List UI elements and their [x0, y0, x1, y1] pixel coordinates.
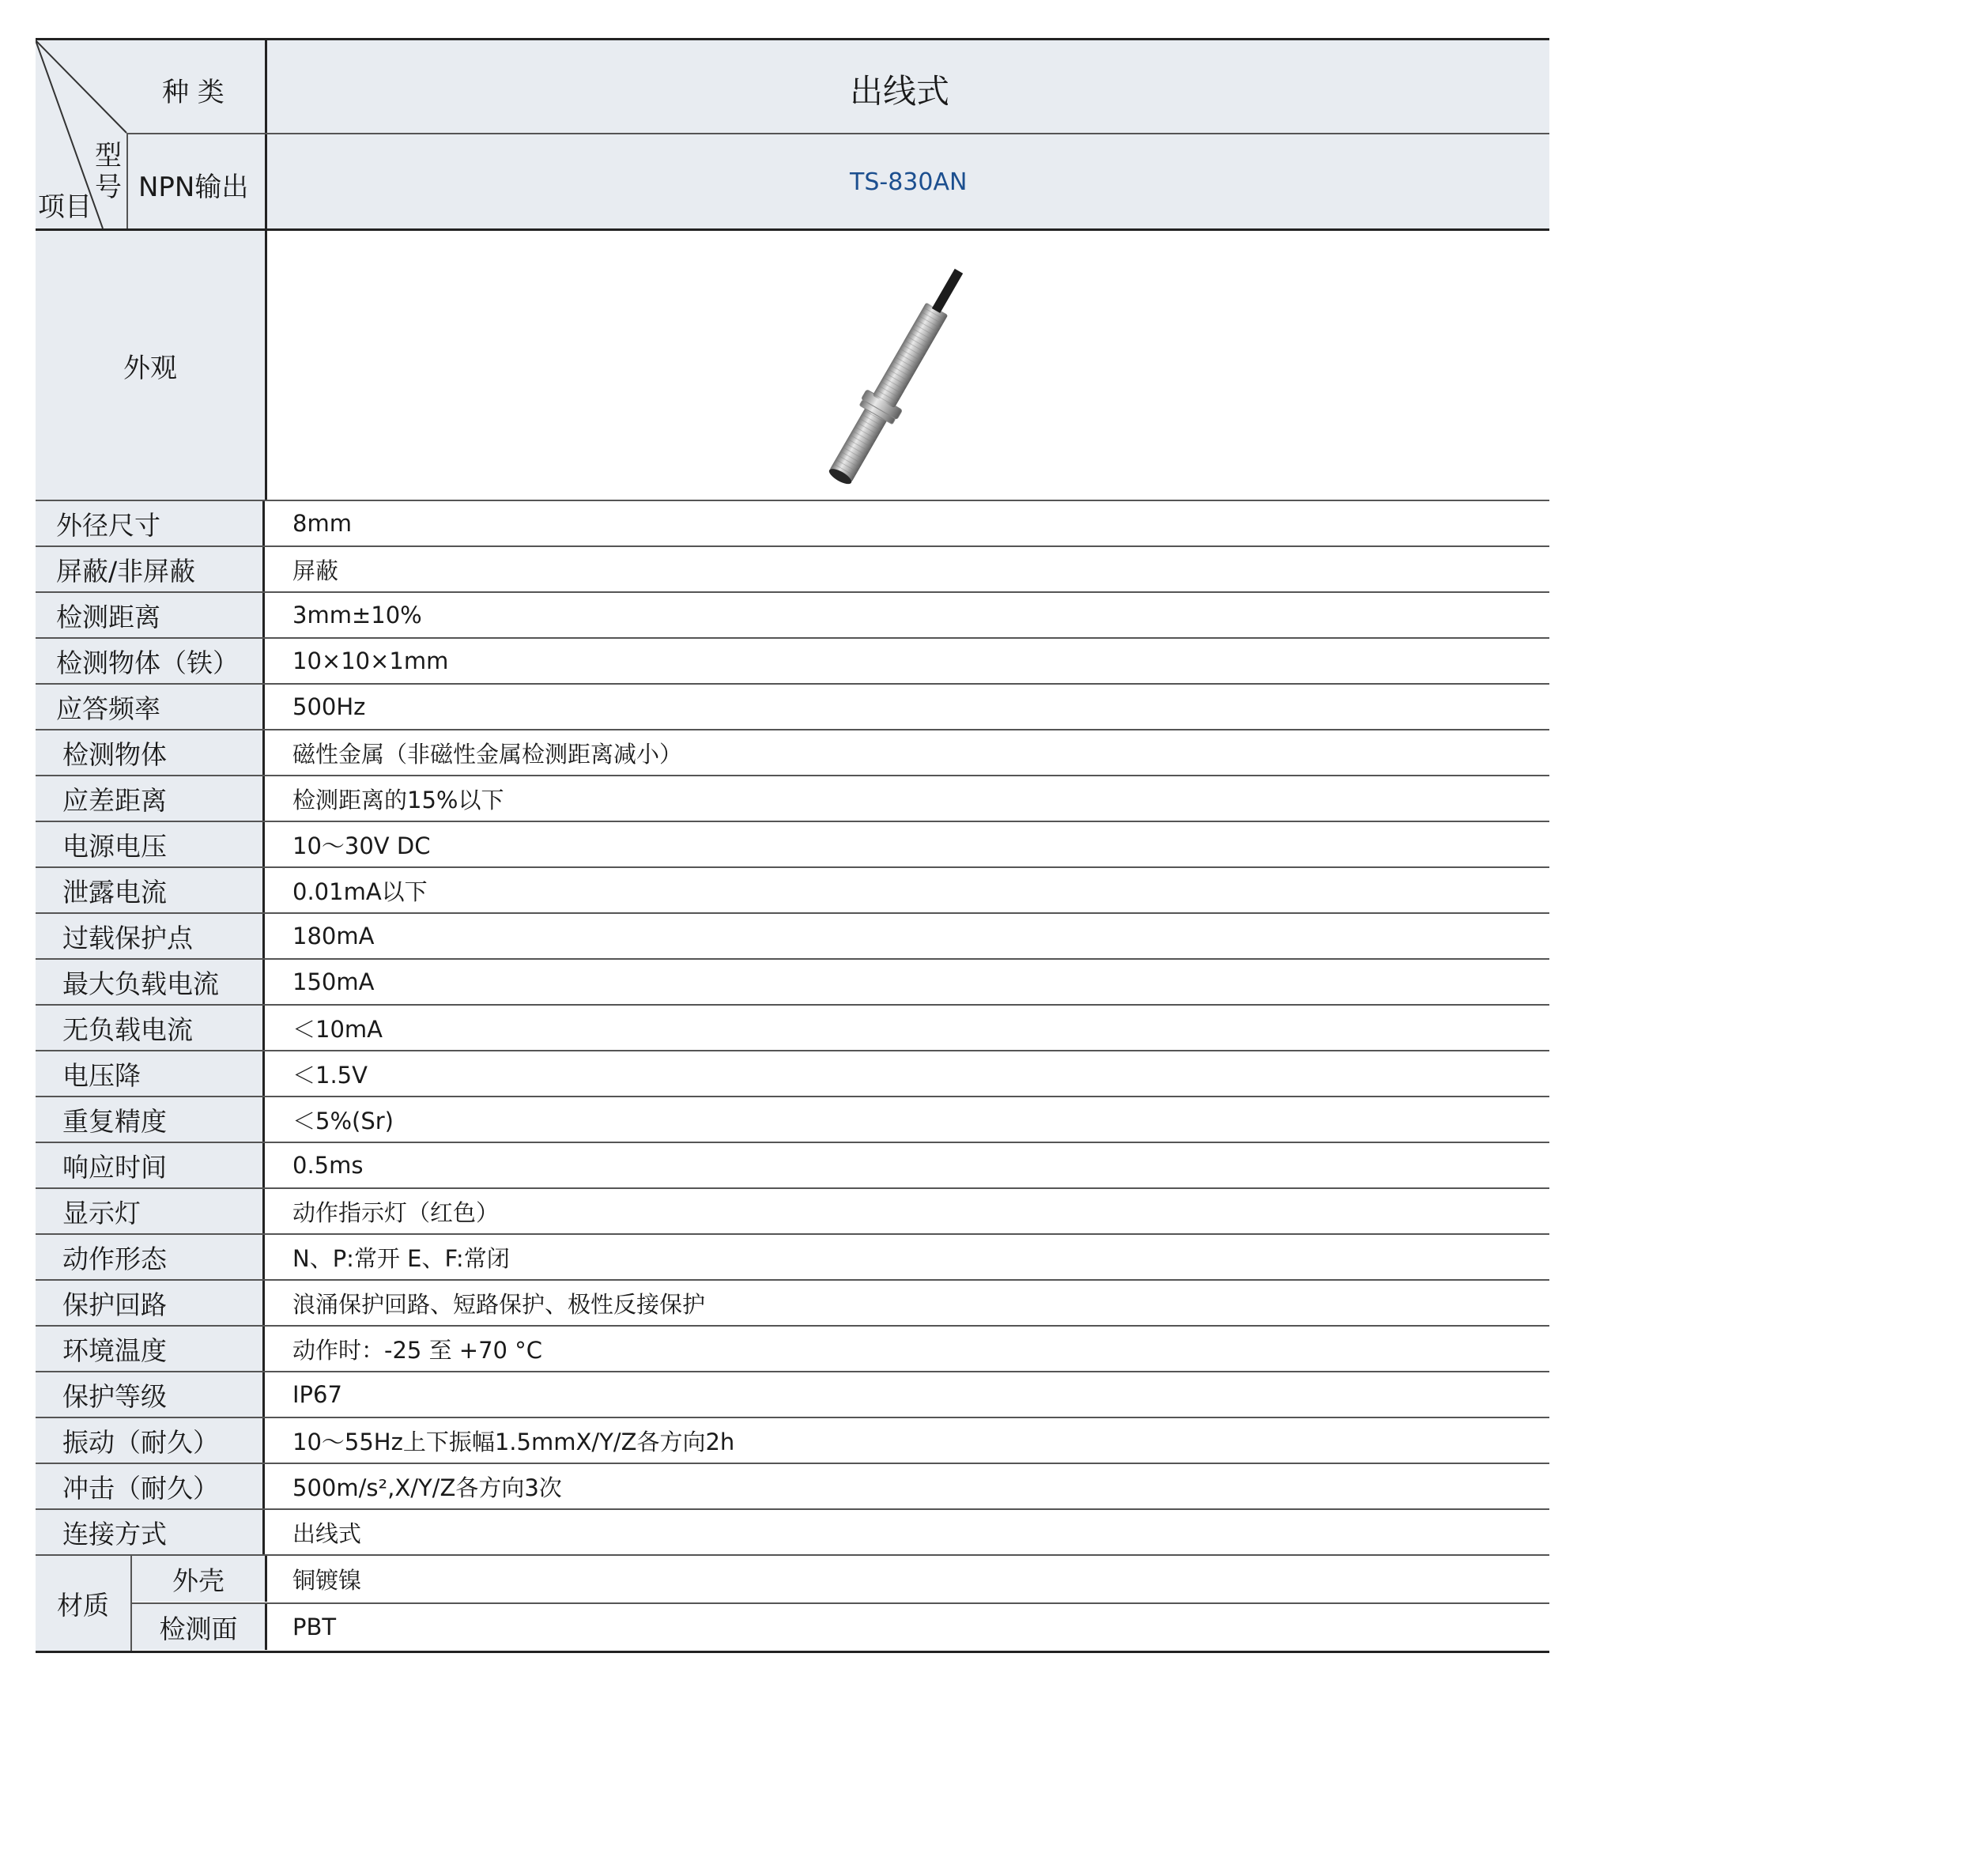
table-row: [36, 1235, 1549, 1281]
row-label: 保护等级: [36, 1372, 265, 1417]
row-label: 应答频率: [36, 685, 265, 729]
table-row: [36, 1372, 1549, 1418]
row-label: 电源电压: [36, 822, 265, 866]
row-label: 应差距离: [36, 776, 265, 821]
row-value: 10×10×1mm: [292, 647, 449, 674]
face-label: 检测面: [132, 1604, 267, 1650]
row-label: 屏蔽/非屏蔽: [36, 547, 265, 591]
row-label: 最大负载电流: [36, 960, 265, 1004]
table-row: [36, 776, 1549, 822]
table-row: [36, 593, 1549, 639]
row-value: 10～30V DC: [292, 832, 431, 859]
table-row: [36, 1464, 1549, 1510]
table-row: [36, 547, 1549, 593]
table-row: [36, 639, 1549, 685]
table-row: [36, 1051, 1549, 1097]
row-label: 连接方式: [36, 1510, 265, 1554]
row-label: 无负载电流: [36, 1006, 265, 1050]
table-row: [36, 960, 1549, 1006]
table-row: [36, 1143, 1549, 1189]
table-row: [36, 1418, 1549, 1464]
table-row: [36, 1510, 1549, 1556]
row-value: 180mA: [292, 923, 375, 949]
row-label: 重复精度: [36, 1097, 265, 1142]
appearance-label: 外观: [36, 231, 267, 500]
table-row: [36, 868, 1549, 914]
spec-rows: [36, 501, 1549, 1556]
table-row: [36, 1281, 1549, 1327]
table-row: [36, 1189, 1549, 1235]
row-label: 显示灯: [36, 1189, 265, 1233]
spec-table: [36, 38, 1549, 1653]
row-value: 8mm: [292, 510, 352, 537]
row-value: 0.5ms: [292, 1152, 364, 1179]
model-label-1: 型: [95, 140, 122, 172]
row-value: 500Hz: [292, 693, 366, 720]
row-label: 过载保护点: [36, 914, 265, 958]
row-value: 3mm±10%: [292, 602, 422, 628]
row-label: 冲击（耐久）: [36, 1464, 265, 1508]
category-label: 种 类: [162, 77, 224, 108]
model-label-2: 号: [95, 172, 122, 203]
shell-value: 铜镀镍: [292, 1566, 362, 1594]
row-label: 保护回路: [36, 1281, 265, 1325]
table-row: [36, 685, 1549, 730]
table-row: [36, 501, 1549, 547]
sensor-image: [267, 231, 1549, 500]
row-value: IP67: [292, 1381, 342, 1408]
row-label: 检测物体（铁）: [36, 639, 265, 683]
row-value: 磁性金属（非磁性金属检测距离减小）: [292, 740, 683, 768]
table-row: [36, 730, 1549, 776]
table-row: [36, 1097, 1549, 1143]
header-divider: [126, 133, 1549, 134]
item-label: 项目: [38, 191, 92, 223]
row-value: 动作时：-25 至 +70 °C: [292, 1336, 542, 1364]
model-value: TS-830AN: [850, 168, 968, 196]
shell-label: 外壳: [132, 1556, 267, 1602]
output-label: NPN输出: [138, 172, 249, 203]
row-value: 150mA: [292, 968, 375, 995]
row-value: ＜1.5V: [292, 1061, 368, 1089]
row-label: 环境温度: [36, 1327, 265, 1371]
row-label: 泄露电流: [36, 868, 265, 912]
row-value: 检测距离的15%以下: [292, 786, 504, 813]
row-label: 动作形态: [36, 1235, 265, 1279]
table-row: [36, 914, 1549, 960]
category-value: 出线式: [850, 72, 950, 111]
header-inner-divider: [126, 133, 128, 228]
row-value: 动作指示灯（红色）: [292, 1198, 500, 1226]
appearance-row: [36, 231, 1549, 501]
row-label: 外径尺寸: [36, 501, 265, 545]
row-value: 出线式: [292, 1519, 362, 1547]
row-value: 500m/s²,X/Y/Z各方向3次: [292, 1474, 562, 1501]
row-value: 浪涌保护回路、短路保护、极性反接保护: [292, 1290, 706, 1318]
row-label: 检测物体: [36, 730, 265, 775]
table-header: [36, 38, 1549, 231]
row-label: 检测距离: [36, 593, 265, 637]
face-value: PBT: [292, 1614, 337, 1640]
row-label: 电压降: [36, 1051, 265, 1096]
table-row: [36, 822, 1549, 868]
row-label: 振动（耐久）: [36, 1418, 265, 1463]
row-value: 0.01mA以下: [292, 878, 428, 905]
row-value: N、P:常开 E、F:常闭: [292, 1244, 510, 1272]
material-divider: [132, 1602, 1549, 1604]
table-row: [36, 1327, 1549, 1372]
row-value: ＜5%(Sr): [292, 1107, 394, 1134]
row-value: 10～55Hz上下振幅1.5mmX/Y/Z各方向2h: [292, 1428, 735, 1455]
row-label: 响应时间: [36, 1143, 265, 1187]
material-label: 材质: [36, 1556, 132, 1651]
row-value: ＜10mA: [292, 1015, 383, 1043]
material-row: [36, 1556, 1549, 1653]
table-row: [36, 1006, 1549, 1051]
row-value: 屏蔽: [292, 557, 339, 584]
